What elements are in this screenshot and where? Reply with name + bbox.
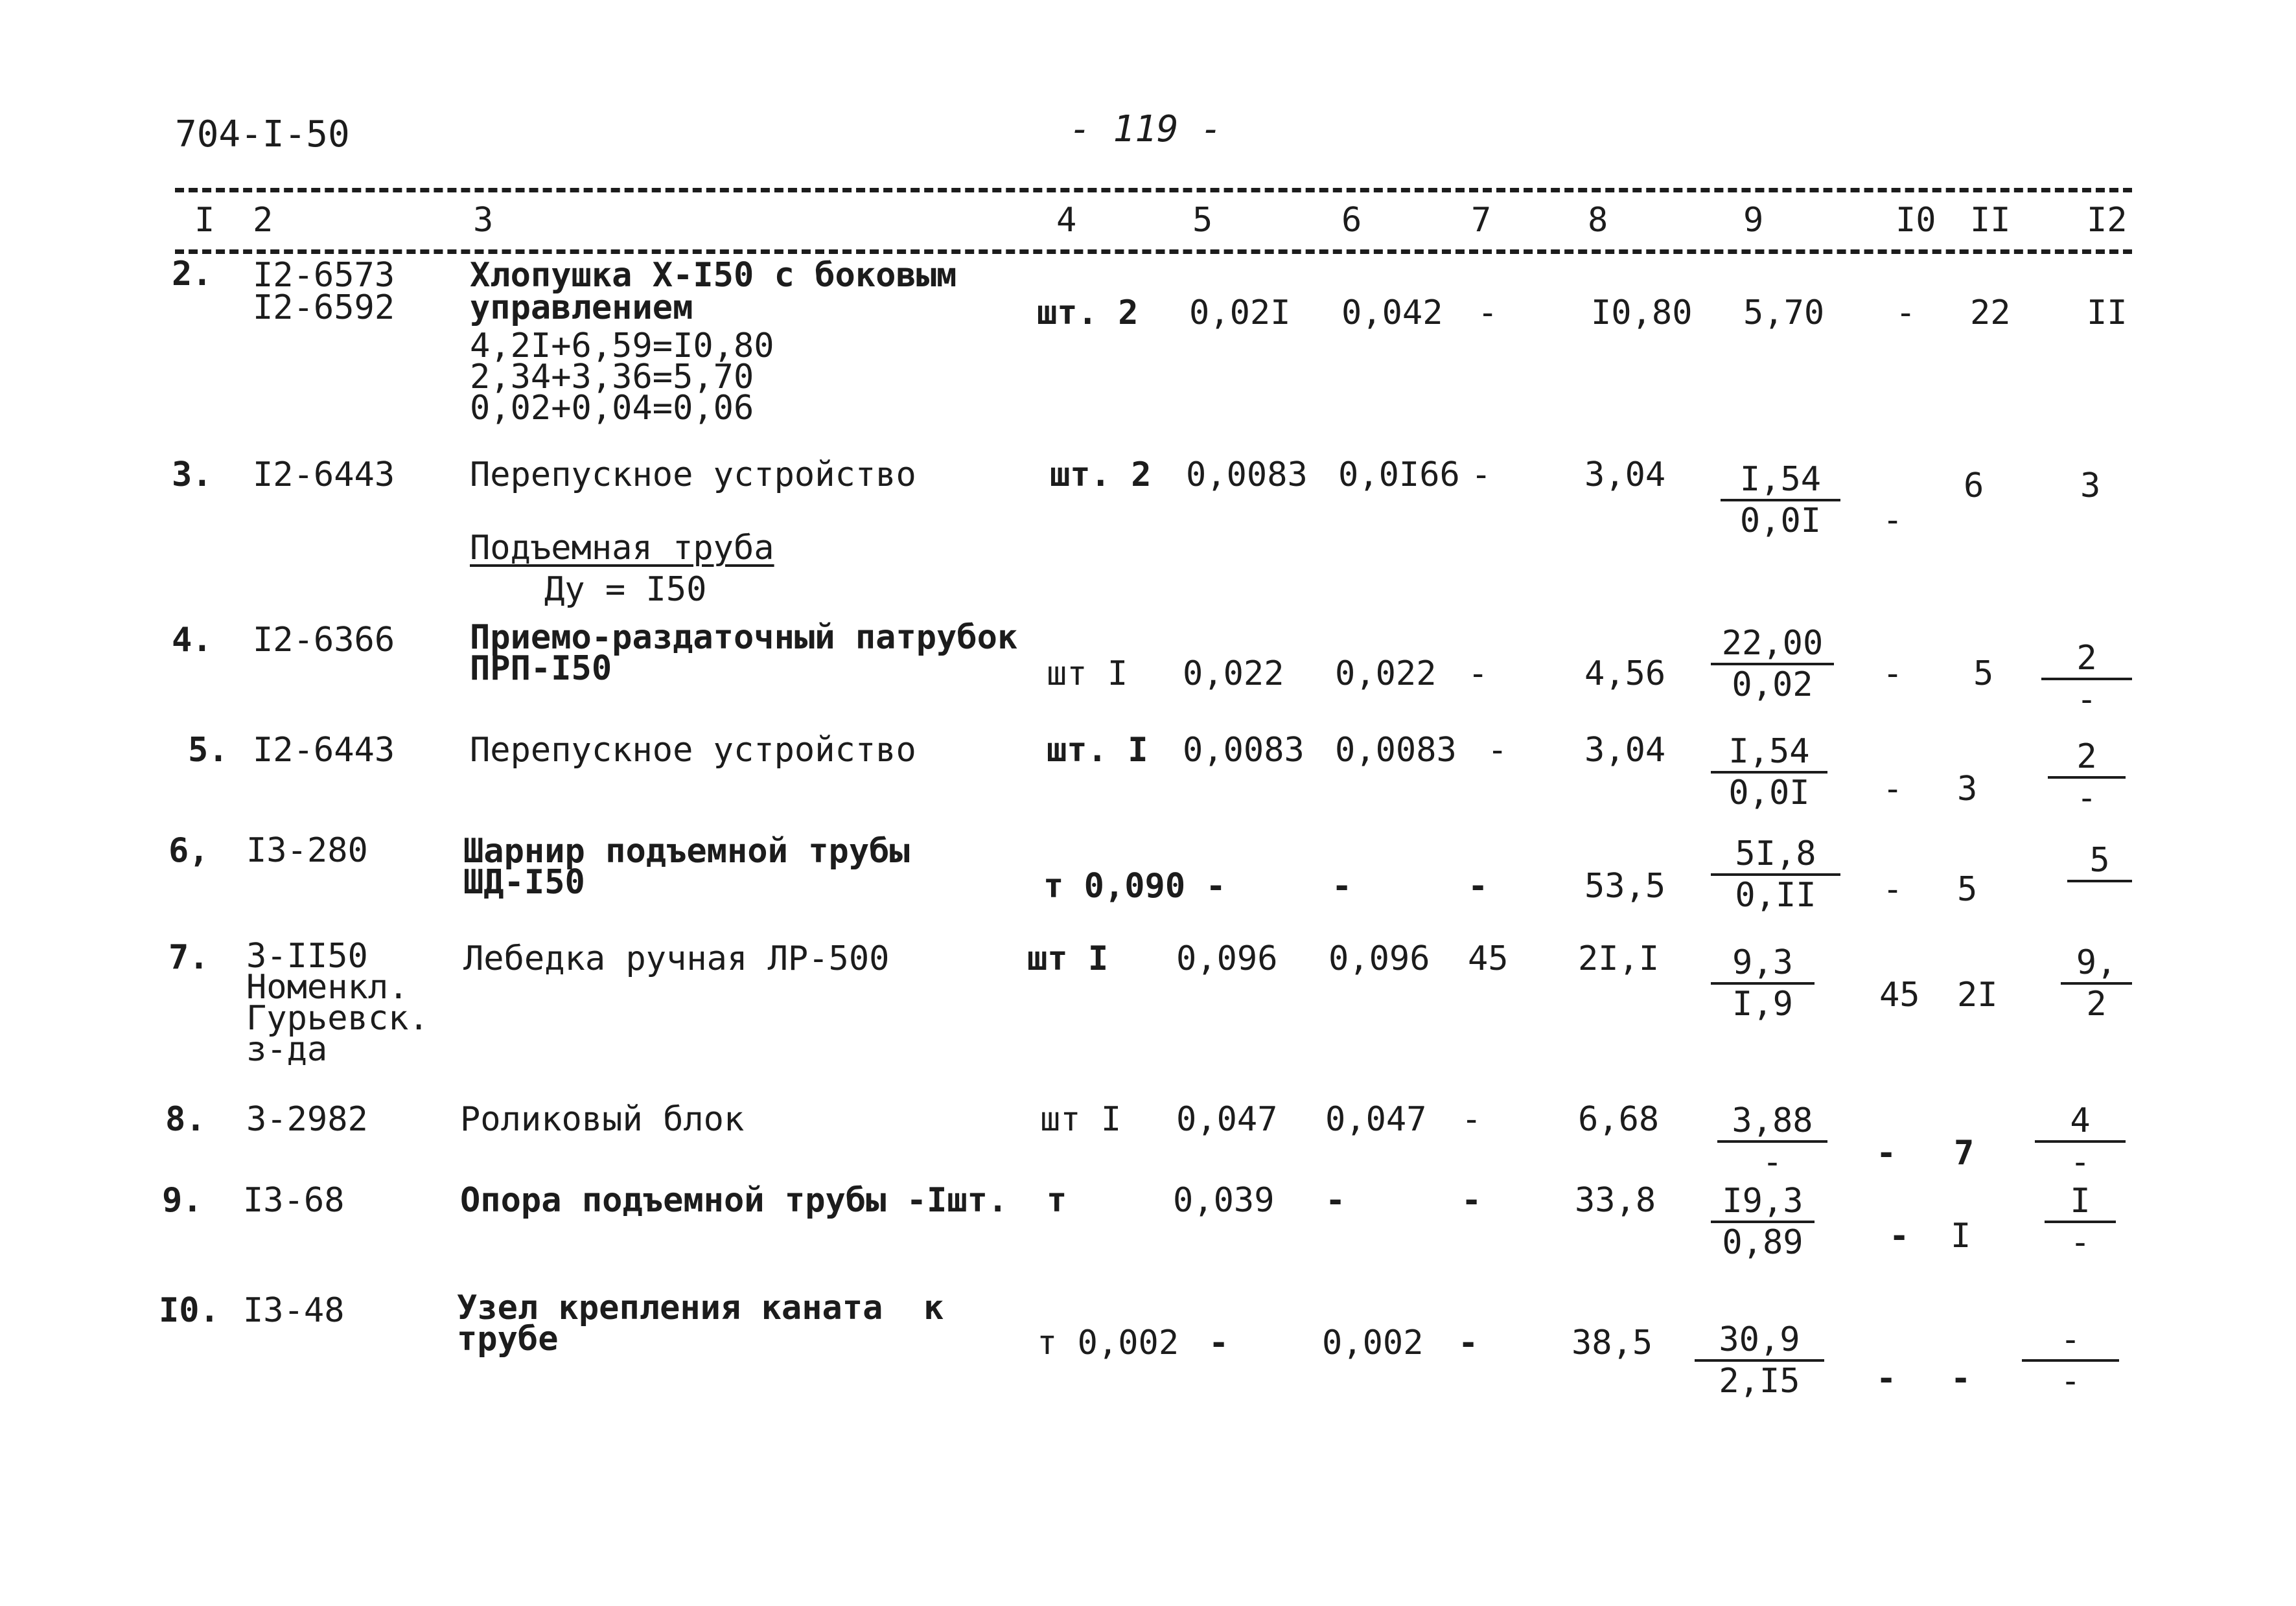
cell-col5: 0,0083 — [1183, 731, 1305, 770]
cell-col11: 22 — [1970, 293, 2011, 332]
fraction-denominator: 0,0I — [1728, 774, 1810, 812]
cell-col12-fraction — [2067, 842, 2132, 884]
cell-col9-fraction — [1711, 836, 1840, 913]
cell-col6: 0,096 — [1328, 939, 1430, 978]
cell-col7: - — [1458, 1324, 1479, 1362]
row-code: I3-68 — [243, 1181, 345, 1220]
cell-col12: II — [2087, 293, 2128, 332]
fraction-denominator: - — [2070, 1143, 2091, 1182]
cell-col10: - — [1896, 293, 1916, 332]
cell-col10: 45 — [1879, 976, 1920, 1015]
cell-col6: 0,002 — [1322, 1324, 1424, 1362]
row-number: I0. — [159, 1291, 220, 1330]
cell-col11: 3 — [1957, 770, 1978, 809]
fraction-denominator: - — [2076, 779, 2097, 818]
cell-col8: I0,80 — [1591, 293, 1693, 332]
column-header: 4 — [1056, 201, 1077, 240]
table-header-rule — [175, 249, 2132, 254]
document-code: 704-I-50 — [175, 113, 350, 155]
cell-col9-fraction — [1717, 1103, 1827, 1180]
cell-unit-qty: т — [1047, 1181, 1067, 1220]
cell-unit-qty: т 0,090 - — [1043, 867, 1226, 906]
row-code: I2-6366 — [253, 621, 395, 660]
cell-col6: 0,042 — [1341, 293, 1443, 332]
row-subtitle: Подъемная труба — [470, 529, 774, 568]
fraction-denominator — [2067, 882, 2132, 884]
cell-col11: 5 — [1973, 654, 1994, 693]
cell-col10: - — [1889, 1217, 1910, 1256]
cell-col8: 53,5 — [1584, 867, 1666, 906]
cell-col7: - — [1461, 1100, 1482, 1139]
fraction-numerator: 4 — [2035, 1103, 2126, 1143]
cell-col5: 0,039 — [1173, 1181, 1275, 1220]
cell-col7: - — [1478, 293, 1498, 332]
fraction-numerator: 9,3 — [1711, 945, 1815, 985]
cell-unit-qty: шт I — [1047, 654, 1128, 693]
cell-col11: 6 — [1964, 466, 1984, 505]
cell-col12-fraction — [2045, 1183, 2116, 1261]
row-name: Лебедка ручная ЛР-500 — [463, 939, 890, 978]
fraction-numerator: I,54 — [1721, 461, 1840, 501]
cell-col12: 3 — [2080, 466, 2101, 505]
cell-col7: 45 — [1468, 939, 1509, 978]
cell-col9-fraction — [1695, 1322, 1824, 1399]
column-header: 8 — [1588, 201, 1608, 240]
cell-col6: - — [1325, 1181, 1346, 1220]
cell-unit-qty: шт I — [1040, 1100, 1122, 1139]
page-number: - 119 - — [1069, 108, 1223, 150]
row-name: Опора подъемной трубы -Iшт. — [460, 1181, 1008, 1220]
cell-col7: - — [1461, 1181, 1482, 1220]
cell-col12-fraction — [2048, 739, 2126, 816]
cell-col5: 0,096 — [1176, 939, 1278, 978]
column-header: 3 — [473, 201, 494, 240]
row-calculation: 4,2I+6,59=I0,80 2,34+3,36=5,70 0,02+0,04=0,06 — [470, 327, 774, 428]
row-number: 4. — [172, 621, 213, 660]
column-header: 6 — [1341, 201, 1362, 240]
cell-unit-qty: шт. 2 — [1050, 455, 1152, 494]
table-top-rule — [175, 188, 2132, 192]
cell-col9-fraction — [1721, 461, 1840, 539]
fraction-denominator: - — [1762, 1143, 1783, 1182]
cell-unit-qty: шт. I — [1047, 731, 1148, 770]
row-code: I2-6443 — [253, 455, 395, 494]
fraction-denominator: 2,I5 — [1719, 1362, 1800, 1401]
cell-col7: - — [1468, 867, 1489, 906]
fraction-denominator: - — [2070, 1223, 2091, 1262]
fraction-numerator: 22,00 — [1711, 625, 1834, 665]
row-code: 3-2982 — [246, 1100, 368, 1139]
fraction-numerator: I9,3 — [1711, 1183, 1815, 1223]
cell-col11: 5 — [1957, 870, 1978, 909]
fraction-numerator: 2 — [2048, 739, 2126, 779]
row-name: Роликовый блок — [460, 1100, 745, 1139]
row-number: 5. — [188, 731, 229, 770]
cell-col8: 4,56 — [1584, 654, 1666, 693]
cell-col7: - — [1487, 731, 1508, 770]
cell-col7: - — [1468, 654, 1489, 693]
fraction-numerator: 5I,8 — [1711, 836, 1840, 876]
cell-col11: - — [1951, 1359, 1971, 1398]
cell-col12-fraction — [2041, 640, 2132, 718]
cell-col10: - — [1876, 1359, 1897, 1398]
row-code: 3-II50 Номенкл. Гурьевск. з-да — [246, 937, 429, 1069]
cell-col6: 0,0083 — [1335, 731, 1457, 770]
cell-col6: 0,0I66 — [1338, 455, 1460, 494]
fraction-numerator: 2 — [2041, 640, 2132, 680]
cell-col10: - — [1883, 501, 1903, 540]
cell-col8: 3,04 — [1584, 731, 1666, 770]
cell-col10: - — [1883, 654, 1903, 693]
row-name: Хлопушка Х-I50 с боковым управлением — [470, 256, 957, 327]
cell-col9: 5,70 — [1743, 293, 1825, 332]
cell-col8: 38,5 — [1571, 1324, 1653, 1362]
cell-col5: 0,0083 — [1186, 455, 1308, 494]
fraction-numerator: I,54 — [1711, 733, 1827, 774]
fraction-numerator: 9, — [2061, 945, 2132, 985]
cell-col5: 0,022 — [1183, 654, 1284, 693]
column-header: 7 — [1471, 201, 1492, 240]
cell-unit-qty: шт I — [1027, 939, 1109, 978]
row-name: Перепускное устройство — [470, 455, 916, 494]
row-number: 8. — [165, 1100, 206, 1139]
fraction-numerator: - — [2022, 1322, 2119, 1362]
cell-col12-fraction — [2035, 1103, 2126, 1180]
column-header: I2 — [2087, 201, 2128, 240]
cell-col6: 0,022 — [1335, 654, 1437, 693]
cell-col8: 33,8 — [1575, 1181, 1656, 1220]
row-code: I3-280 — [246, 831, 368, 870]
column-header: 5 — [1192, 201, 1213, 240]
row-code: I2-6573 I2-6592 — [253, 256, 395, 327]
row-number: 3. — [172, 455, 213, 494]
fraction-denominator: - — [2076, 680, 2097, 719]
column-header: I — [194, 201, 215, 240]
fraction-numerator: 30,9 — [1695, 1322, 1824, 1362]
row-code: I2-6443 — [253, 731, 395, 770]
column-header: 2 — [253, 201, 273, 240]
fraction-numerator: 3,88 — [1717, 1103, 1827, 1143]
cell-col5: - — [1209, 1324, 1229, 1362]
column-header: 9 — [1743, 201, 1764, 240]
column-header: II — [1970, 201, 2011, 240]
row-name: Шарнир подъемной трубы ШД-I50 — [463, 832, 910, 902]
cell-col10: - — [1883, 770, 1903, 809]
cell-col11: 2I — [1957, 976, 1998, 1015]
cell-col8: 3,04 — [1584, 455, 1666, 494]
cell-col10: - — [1883, 870, 1903, 909]
fraction-denominator: 2 — [2086, 985, 2107, 1024]
cell-col5: 0,02I — [1189, 293, 1291, 332]
cell-col11: 7 — [1954, 1134, 1975, 1173]
cell-col11: I — [1951, 1217, 1971, 1256]
cell-unit-qty: т 0,002 — [1037, 1324, 1179, 1362]
cell-col9-fraction — [1711, 1183, 1815, 1261]
cell-col6: 0,047 — [1325, 1100, 1427, 1139]
row-subvalue: Ду = I50 — [544, 570, 707, 609]
cell-col9-fraction — [1711, 945, 1815, 1022]
row-name: Приемо-раздаточный патрубок ПРП-I50 — [470, 618, 1018, 688]
row-name: Перепускное устройство — [470, 731, 916, 770]
row-number: 7. — [168, 938, 209, 977]
fraction-numerator: I — [2045, 1183, 2116, 1223]
cell-col9-fraction — [1711, 625, 1834, 703]
fraction-denominator: 0,89 — [1722, 1223, 1803, 1262]
cell-col5: 0,047 — [1176, 1100, 1278, 1139]
cell-col7: - — [1471, 455, 1492, 494]
cell-col8: 2I,I — [1578, 939, 1660, 978]
row-number: 9. — [162, 1181, 203, 1220]
fraction-denominator: 0,02 — [1732, 665, 1813, 704]
cell-col6: - — [1332, 867, 1352, 906]
cell-col8: 6,68 — [1578, 1100, 1660, 1139]
cell-col10: - — [1876, 1134, 1897, 1173]
cell-col12-fraction — [2061, 945, 2132, 1022]
row-number: 2. — [172, 255, 213, 293]
fraction-denominator: I,9 — [1732, 985, 1793, 1024]
cell-col9-fraction — [1711, 733, 1827, 811]
fraction-denominator: - — [2060, 1362, 2081, 1401]
cell-col12-fraction — [2022, 1322, 2119, 1399]
cell-unit-qty: шт. 2 — [1037, 293, 1139, 332]
fraction-denominator: 0,II — [1735, 876, 1816, 915]
row-number: 6, — [168, 831, 209, 870]
fraction-numerator: 5 — [2067, 842, 2132, 882]
row-code: I3-48 — [243, 1291, 345, 1330]
row-name: Узел крепления каната к трубе — [457, 1289, 944, 1359]
column-header: I0 — [1896, 201, 1936, 240]
fraction-denominator: 0,0I — [1739, 501, 1822, 540]
